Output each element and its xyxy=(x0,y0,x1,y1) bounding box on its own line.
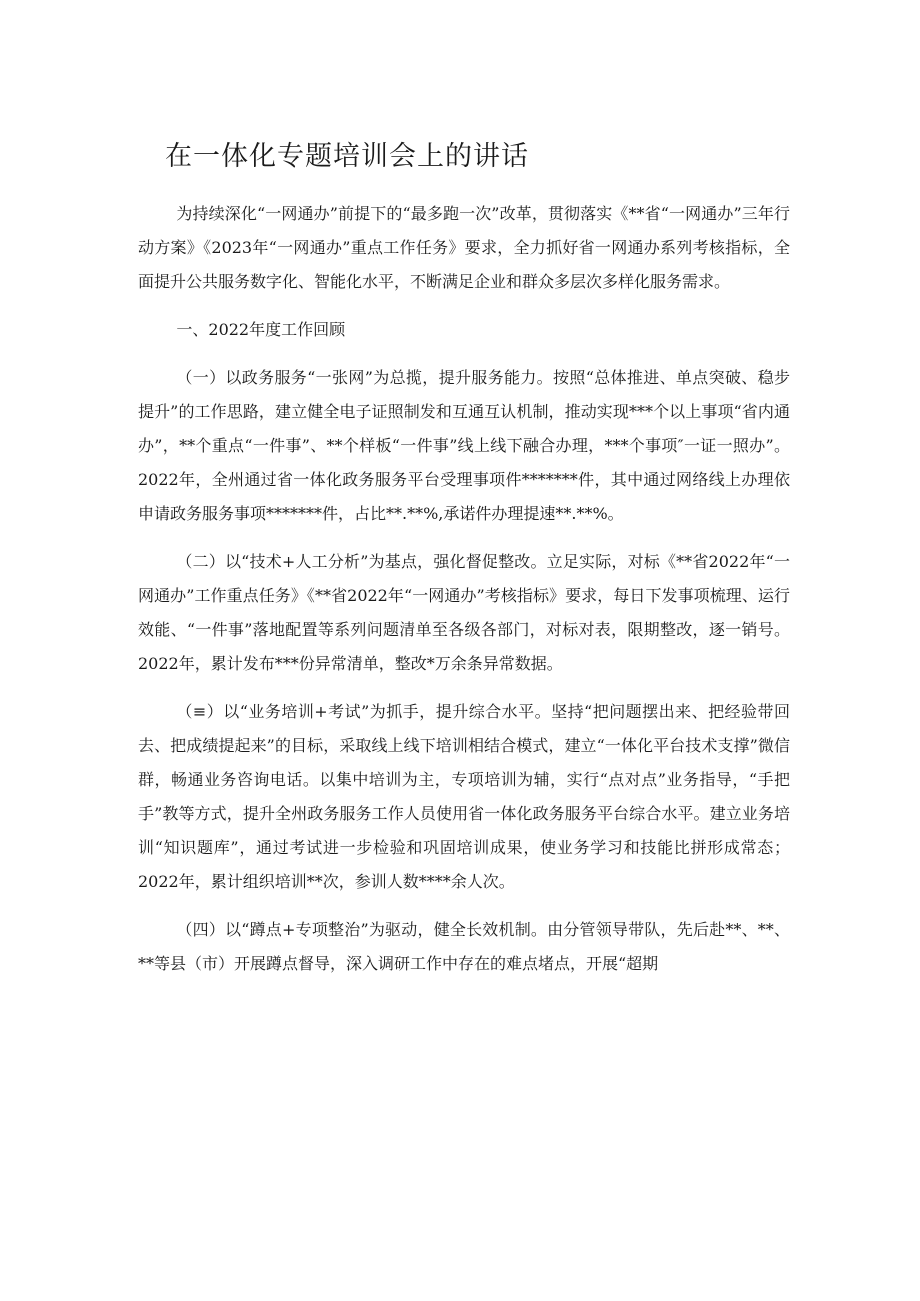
document-body xyxy=(138,197,790,981)
paragraph-2: （二）以“技术+人工分析”为基点，强化督促整改。立足实际，对标《**省2022年“一网通办”工作重点任务》《**省2022年“一网通办”考核指标》要求，每日下发事项梳理、运行效能、“一件事”落地配置等系列问题清单至各级各部门，对标对表，限期整改，逐一销号。2022年，累计发布***份异常清单，整改*万余条异常数据。 xyxy=(138,552,790,673)
paragraph-3: （≡）以“业务培训+考试”为抓手，提升综合水平。坚持“把问题摆出来、把经验带回去、把成绩提起来”的目标，采取线上线下培训相结合模式，建立“一体化平台技术支撑”微信群，畅通业务咨询电话。以集中培训为主，专项培训为辅，实行“点对点”业务指导，“手把手”教等方式，提升全州政务服务工作人员使用省一体化政务服务平台综合水平。建立业务培训“知识题库”，通过考试进一步检验和巩固培训成果，使业务学习和技能比拼形成常态；2022年，累计组织培训**次，参训人数****余人次。 xyxy=(138,702,790,891)
document-title: 在一体化专题培训会上的讲话 xyxy=(165,141,529,172)
section-heading: 一、2022年度工作回顾 xyxy=(176,320,346,339)
paragraph-1: （一）以政务服务“一张网”为总揽，提升服务能力。按照“总体推进、单点突破、稳步提升”的工作思路，建立健全电子证照制发和互通互认机制，推动实现***个以上事项“省内通办”，**个重点“一件事”、**个样板“一件事”线上线下融合办理，***个事项″一证一照办”。2022年，全州通过省一体化政务服务平台受理事项件*******件，其中通过网络线上办理依申请政务服务事项*******件，占比**.**%,承诺件办理提速**.**%。 xyxy=(138,368,790,523)
intro-paragraph: 为持续深化“一网通办”前提下的“最多跑一次”改革，贯彻落实《**省“一网通办”三年行动方案》《2023年“一网通办”重点工作任务》要求，全力抓好省一网通办系列考核指标，全面提升公共服务数字化、智能化水平，不断满足企业和群众多层次多样化服务需求。 xyxy=(138,204,790,291)
paragraph-4: （四）以“蹲点+专项整治”为驱动，健全长效机制。由分管领导带队，先后赴**、**、**等县（市）开展蹲点督导，深入调研工作中存在的难点堵点，开展“超期 xyxy=(138,920,790,973)
